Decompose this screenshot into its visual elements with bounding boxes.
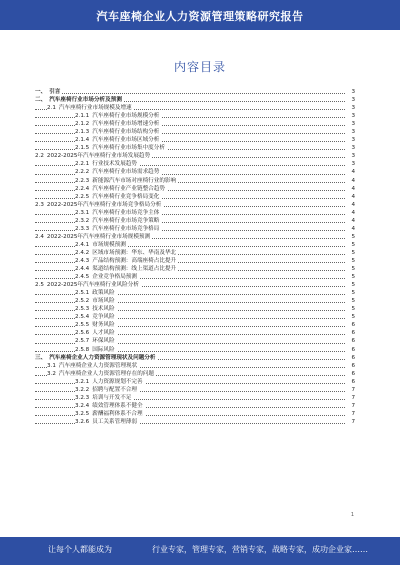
toc-entry[interactable] [35, 289, 355, 297]
toc-entry-number: 2.2.2 [75, 169, 90, 176]
toc-entry-text: 市场规模预测 [92, 241, 126, 248]
toc-entry[interactable] [35, 96, 355, 104]
toc-entry-page: 6 [345, 370, 355, 378]
toc-heading: 内容目录 [173, 60, 226, 74]
toc-entry-number: 三、 [35, 354, 47, 361]
toc-entry-page: 4 [345, 193, 355, 201]
toc-entry-label [35, 282, 141, 288]
toc-entry-page: 3 [345, 104, 355, 112]
toc-entry-text: 市场风险 [92, 298, 115, 305]
toc-entry-label [75, 218, 161, 224]
toc-entry[interactable] [35, 394, 355, 402]
toc-entry-text: 汽车座椅行业市场分析及预测 [49, 97, 122, 104]
report-title: 汽车座椅企业人力资源管理策略研究报告 [96, 10, 304, 23]
toc-entry-text: 汽车座椅行业市场竞争主体 [92, 209, 160, 216]
toc-entry-label [75, 411, 145, 417]
toc-entry-label [75, 137, 161, 143]
toc-entry[interactable] [35, 402, 355, 410]
toc-entry[interactable] [35, 88, 355, 96]
toc-entry-number: 2.4.1 [75, 241, 90, 248]
toc-entry[interactable] [35, 104, 355, 112]
toc-entry-label [35, 355, 158, 361]
toc-entry-text: 汽车座椅行业市场竞争格局 [92, 225, 160, 232]
toc-entry-number: 3.2.6 [75, 418, 90, 425]
toc-entry-text: 招聘与配置不合理 [92, 386, 137, 393]
toc-entry-number: 2.3.2 [75, 217, 90, 224]
toc-entry-label [75, 322, 117, 328]
toc-entry-text: 汽车座椅行业市场规模及增速 [58, 105, 132, 112]
toc-entry-number: 2.1.1 [75, 113, 90, 120]
toc-entry[interactable] [35, 144, 355, 152]
toc-entry[interactable] [35, 337, 355, 345]
toc-entry-label [75, 379, 145, 385]
toc-entry-text: 2022-2025年汽车座椅行业市场发展趋势 [46, 153, 151, 160]
toc-entry-number: 3.2.4 [75, 402, 90, 409]
toc-entry-text: 渠道结构预测：线上渠道占比提升 [92, 266, 177, 273]
toc-entry-text: 汽车座椅企业人力资源管理存在的问题 [58, 370, 155, 377]
toc-entry-label [75, 306, 117, 312]
toc-entry-text: 汽车座椅行业市场竞争策略 [92, 217, 160, 224]
toc-entry-label [75, 266, 178, 272]
toc-entry-label [75, 338, 117, 344]
toc-entry-page: 4 [345, 177, 355, 185]
toc-entry-text: 员工关系管理薄弱 [92, 418, 137, 425]
toc-entry[interactable] [35, 225, 355, 233]
toc-entry[interactable] [35, 217, 355, 225]
toc-entry-label [75, 298, 117, 304]
toc-entry-label [75, 113, 161, 119]
toc-entry-number: 2.4.5 [75, 274, 90, 281]
toc-entry-number: 2.5.6 [75, 330, 90, 337]
toc-entry-label [35, 234, 152, 240]
toc-entry[interactable] [35, 305, 355, 313]
toc-entry-text: 企业竞争格局预测 [92, 274, 137, 281]
toc-entry-number: 2.4 [35, 233, 44, 240]
toc-entry-page: 5 [345, 297, 355, 305]
footer-tagline: 行业专家，管理专家，营销专家，战略专家，成功企业家…… [152, 545, 368, 554]
toc-entry-page: 5 [345, 233, 355, 241]
toc-entry-text: 人力资源规划不完善 [92, 378, 143, 385]
toc-entry-label [75, 250, 178, 256]
toc-entry-number: 3.2.1 [75, 378, 90, 385]
toc-entry-number: 2.2.1 [75, 161, 90, 168]
toc-entry-label [75, 242, 128, 248]
toc-entry-text: 薪酬福利体系不合理 [92, 410, 143, 417]
toc-entry[interactable] [35, 120, 355, 128]
toc-entry-text: 引言 [49, 89, 61, 95]
toc-entry-page: 6 [345, 378, 355, 386]
toc-entry-label [75, 129, 161, 135]
toc-entry[interactable] [35, 378, 355, 386]
toc-entry-text: 政策风险 [92, 290, 115, 297]
toc-entry[interactable] [35, 273, 355, 281]
toc-entry-number: 3.2.3 [75, 394, 90, 401]
toc-entry-label [35, 153, 152, 159]
toc-entry-page: 4 [345, 201, 355, 209]
toc-entry-text: 区域市场预测：华东、华南及华北 [92, 249, 177, 256]
toc-entry-label [75, 347, 117, 353]
toc-entry-page: 6 [345, 354, 355, 362]
toc-entry[interactable] [35, 410, 355, 418]
toc-entry-label [75, 419, 139, 425]
toc-entry-label [75, 121, 161, 127]
toc-entry-page: 5 [345, 265, 355, 273]
toc-entry-number: 2.5.1 [75, 290, 90, 297]
toc-entry[interactable] [35, 346, 355, 354]
toc-leader-dots [35, 93, 345, 94]
toc-entry-number: 2.4.2 [75, 249, 90, 256]
toc-entry-page: 4 [345, 185, 355, 193]
toc-entry-text: 人才风险 [92, 330, 115, 337]
toc-entry-page: 3 [345, 144, 355, 152]
toc-entry-text: 绩效管理体系不健全 [92, 402, 143, 409]
toc-entry-number: 2.1.5 [75, 145, 90, 152]
toc-entry-label [75, 274, 139, 280]
toc-entry[interactable] [35, 313, 355, 321]
toc-entry-page: 5 [345, 289, 355, 297]
toc-entry[interactable] [35, 241, 355, 249]
toc-entry-number: 一、 [35, 89, 47, 95]
page-number: 1 [350, 512, 354, 518]
toc-entry-number: 2.1.3 [75, 129, 90, 136]
toc-entry[interactable] [35, 386, 355, 394]
footer-bar [0, 537, 400, 565]
toc-entry-label [35, 97, 124, 103]
toc-entry[interactable] [35, 257, 355, 265]
toc-entry-label [75, 178, 178, 184]
toc-entry-page: 3 [345, 96, 355, 104]
toc-entry-number: 2.5.7 [75, 338, 90, 345]
toc-entry-text: 2022-2025年汽车座椅行业市场竞争格局分析 [46, 201, 162, 208]
toc-entry-label [35, 202, 163, 208]
toc-entry-text: 国际风险 [92, 346, 115, 353]
toc-entry-number: 2.5.2 [75, 298, 90, 305]
toc-entry-label [75, 314, 117, 320]
toc-entry[interactable] [35, 233, 355, 241]
toc-entry-page: 5 [345, 305, 355, 313]
toc-entry-label [75, 186, 167, 192]
toc-entry-text: 培训与开发不足 [92, 394, 132, 401]
toc-entry-page: 7 [345, 394, 355, 402]
toc-entry[interactable] [35, 209, 355, 217]
toc-entry[interactable] [35, 112, 355, 120]
toc-entry-label [75, 290, 117, 296]
toc-entry[interactable] [35, 168, 355, 176]
toc-entry-label [47, 363, 139, 369]
toc-entry-page: 7 [345, 418, 355, 426]
toc-entry-page: 3 [345, 136, 355, 144]
toc-entry-number: 2.2 [35, 153, 44, 160]
toc-entry-page: 4 [345, 225, 355, 233]
toc-entry[interactable] [35, 297, 355, 305]
toc-entry-number: 2.2.4 [75, 185, 90, 192]
toc-entry-page: 3 [345, 120, 355, 128]
toc-entry-number: 2.5.4 [75, 314, 90, 321]
toc-entry-number: 2.3.1 [75, 209, 90, 216]
toc-entry-number: 2.1 [47, 105, 56, 112]
toc-entry-number: 2.1.2 [75, 121, 90, 128]
toc-entry-text: 新能源汽车市场对座椅行业的影响 [92, 177, 177, 184]
toc-entry-page: 4 [345, 217, 355, 225]
toc-entry-page: 6 [345, 362, 355, 370]
toc-entry-number: 3.2.5 [75, 410, 90, 417]
toc-entry[interactable] [35, 370, 355, 378]
toc-entry-page: 7 [345, 410, 355, 418]
toc-entry-text: 汽车座椅行业市场区域分析 [92, 137, 160, 144]
toc-entry[interactable] [35, 362, 355, 370]
toc-entry-number: 2.5 [35, 282, 44, 289]
toc-entry-number: 2.4.3 [75, 257, 90, 264]
toc-entry[interactable] [35, 354, 355, 362]
toc-entry-label [75, 169, 161, 175]
toc-entry-number: 2.3 [35, 201, 44, 208]
toc-entry-page: 3 [345, 152, 355, 160]
toc-entry[interactable] [35, 177, 355, 185]
toc-entry-text: 财务风险 [92, 322, 115, 329]
toc-entry-text: 产品结构预测：高端座椅占比提升 [92, 257, 177, 264]
toc-entry[interactable] [35, 185, 355, 193]
toc-entry-page: 7 [345, 386, 355, 394]
toc-entry-text: 竞争风险 [92, 314, 115, 321]
toc-entry-page: 3 [345, 88, 355, 96]
toc-entry-page: 6 [345, 321, 355, 329]
toc-entry-page: 5 [345, 257, 355, 265]
toc-entry-number: 3.2 [47, 370, 56, 377]
toc-entry[interactable] [35, 321, 355, 329]
toc-entry-page: 3 [345, 128, 355, 136]
toc-entry[interactable] [35, 160, 355, 168]
toc-entry-page: 5 [345, 313, 355, 321]
toc-entry-text: 汽车座椅行业市场增速分析 [92, 121, 160, 128]
toc-entry-text: 2022-2025年汽车座椅行业市场规模预测 [46, 233, 151, 240]
toc-entry-text: 汽车座椅企业人力资源管理现状 [58, 362, 138, 369]
footer-slogan: 让每个人都能成为 [48, 545, 112, 554]
toc-entry-text: 技术风险 [92, 306, 115, 313]
toc-entry-label [75, 387, 139, 393]
toc-entry-label [47, 371, 156, 377]
table-of-contents [35, 88, 355, 426]
toc-entry-label [75, 395, 133, 401]
toc-entry-number: 2.5.3 [75, 306, 90, 313]
toc-entry-number: 2.5.5 [75, 322, 90, 329]
toc-entry-label [75, 210, 161, 216]
toc-entry[interactable] [35, 265, 355, 273]
toc-entry-text: 行业技术发展趋势 [92, 161, 137, 168]
toc-entry-text: 汽车座椅行业市场结构分析 [92, 129, 160, 136]
toc-entry-number: 2.2.5 [75, 193, 90, 200]
header-bar [0, 0, 400, 30]
toc-entry-label [75, 330, 117, 336]
toc-entry-label [75, 403, 145, 409]
toc-entry-page: 5 [345, 281, 355, 289]
toc-entry-page: 4 [345, 209, 355, 217]
toc-entry-text: 汽车座椅企业人力资源管理现状及问题分析 [49, 354, 156, 361]
toc-entry[interactable] [35, 329, 355, 337]
toc-entry-page: 5 [345, 241, 355, 249]
toc-entry-number: 2.3.3 [75, 225, 90, 232]
toc-entry[interactable] [35, 193, 355, 201]
toc-entry-number: 3.1 [47, 362, 56, 369]
toc-entry-page: 5 [345, 273, 355, 281]
toc-entry-text: 汽车座椅行业市场需求趋势 [92, 169, 160, 176]
toc-entry-number: 2.2.3 [75, 177, 90, 184]
toc-entry-label [75, 226, 161, 232]
toc-entry-label [75, 145, 167, 151]
toc-entry-text: 汽车座椅行业市场规模分析 [92, 113, 160, 120]
toc-entry-number: 二、 [35, 97, 47, 104]
toc-entry-label [47, 105, 134, 111]
toc-entry-text: 汽车座椅行业市场集中度分析 [92, 145, 165, 152]
toc-entry-text: 汽车座椅行业竞争格局变化 [92, 193, 160, 200]
toc-entry-label [75, 194, 161, 200]
toc-entry-label [35, 89, 62, 95]
toc-entry-page: 3 [345, 112, 355, 120]
toc-entry-page: 7 [345, 402, 355, 410]
toc-entry-page: 3 [345, 160, 355, 168]
toc-entry-text: 2022-2025年汽车座椅行业风险分析 [46, 282, 139, 289]
toc-entry[interactable] [35, 249, 355, 257]
toc-entry-text: 汽车座椅行业产业链整合趋势 [92, 185, 165, 192]
toc-entry-number: 2.1.4 [75, 137, 90, 144]
toc-entry-page: 6 [345, 337, 355, 345]
toc-entry[interactable] [35, 201, 355, 209]
toc-entry-page: 4 [345, 168, 355, 176]
toc-entry-label [75, 258, 178, 264]
toc-entry[interactable] [35, 128, 355, 136]
toc-entry-number: 2.4.4 [75, 266, 90, 273]
toc-entry-page: 6 [345, 346, 355, 354]
toc-entry-text: 环保风险 [92, 338, 115, 345]
toc-entry-number: 2.5.8 [75, 346, 90, 353]
toc-entry-page: 6 [345, 329, 355, 337]
toc-entry[interactable] [35, 136, 355, 144]
toc-entry[interactable] [35, 281, 355, 289]
toc-entry-number: 3.2.2 [75, 386, 90, 393]
toc-entry[interactable] [35, 418, 355, 426]
toc-entry-label [75, 161, 139, 167]
toc-entry-page: 5 [345, 249, 355, 257]
toc-entry[interactable] [35, 152, 355, 160]
